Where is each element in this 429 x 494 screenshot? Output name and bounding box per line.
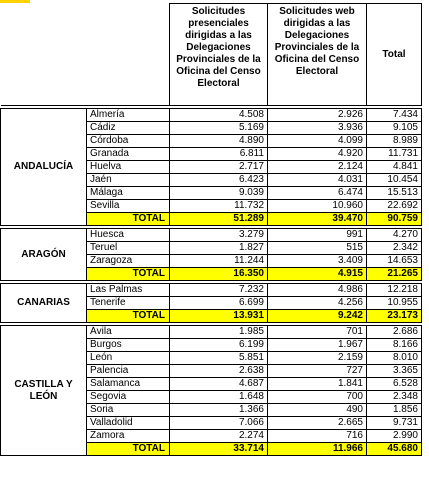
web-cell: 515 — [268, 242, 367, 255]
region-name: CASTILLA Y LEÓN — [1, 326, 87, 456]
web-cell: 1.841 — [268, 378, 367, 391]
total-web: 9.242 — [268, 310, 367, 323]
web-cell: 700 — [268, 391, 367, 404]
province-cell: León — [87, 352, 170, 365]
total-total: 45.680 — [367, 443, 422, 456]
web-cell: 4.099 — [268, 135, 367, 148]
region-name: ANDALUCÍA — [1, 109, 87, 226]
total-cell: 4.841 — [367, 161, 422, 174]
header-total: Total — [367, 4, 422, 106]
total-cell: 10.454 — [367, 174, 422, 187]
table-body — [1, 106, 422, 456]
web-cell: 727 — [268, 365, 367, 378]
header-presenciales: Solicitudes presenciales dirigidas a las Delegaciones Provinciales de la Oficina del Censo Electoral — [170, 4, 268, 106]
web-cell: 2.665 — [268, 417, 367, 430]
province-cell: Palencia — [87, 365, 170, 378]
presenciales-cell: 7.066 — [170, 417, 268, 430]
presenciales-cell: 6.423 — [170, 174, 268, 187]
total-cell: 8.166 — [367, 339, 422, 352]
web-cell: 4.256 — [268, 297, 367, 310]
total-web: 4.915 — [268, 268, 367, 281]
header-web: Solicitudes web dirigidas a las Delegaciones Provinciales de la Oficina del Censo Electoral — [268, 4, 367, 106]
table-header-row — [1, 4, 422, 106]
province-cell: Zamora — [87, 430, 170, 443]
presenciales-cell: 1.985 — [170, 326, 268, 339]
total-cell: 4.270 — [367, 229, 422, 242]
province-cell: Sevilla — [87, 200, 170, 213]
total-cell: 7.434 — [367, 109, 422, 122]
province-cell: Teruel — [87, 242, 170, 255]
total-web: 39.470 — [268, 213, 367, 226]
province-cell: Jaén — [87, 174, 170, 187]
web-cell: 2.926 — [268, 109, 367, 122]
province-cell: Ávila — [87, 326, 170, 339]
table-row — [1, 109, 422, 122]
province-cell: Granada — [87, 148, 170, 161]
total-cell: 1.856 — [367, 404, 422, 417]
presenciales-cell: 6.699 — [170, 297, 268, 310]
province-cell: Tenerife — [87, 297, 170, 310]
total-cell: 2.342 — [367, 242, 422, 255]
total-cell: 8.989 — [367, 135, 422, 148]
web-cell: 6.474 — [268, 187, 367, 200]
web-cell: 2.159 — [268, 352, 367, 365]
province-cell: Soria — [87, 404, 170, 417]
total-label: TOTAL — [87, 443, 170, 456]
presenciales-cell: 2.274 — [170, 430, 268, 443]
presenciales-cell: 2.717 — [170, 161, 268, 174]
table-row — [1, 284, 422, 297]
presenciales-cell: 2.638 — [170, 365, 268, 378]
province-cell: Almería — [87, 109, 170, 122]
total-presenciales: 13.931 — [170, 310, 268, 323]
region-name: ARAGÓN — [1, 229, 87, 281]
web-cell: 490 — [268, 404, 367, 417]
total-label: TOTAL — [87, 213, 170, 226]
total-cell: 11.731 — [367, 148, 422, 161]
web-cell: 4.031 — [268, 174, 367, 187]
province-cell: Huesca — [87, 229, 170, 242]
total-cell: 10.955 — [367, 297, 422, 310]
table-row — [1, 326, 422, 339]
province-cell: Zaragoza — [87, 255, 170, 268]
total-cell: 3.365 — [367, 365, 422, 378]
total-cell: 15.513 — [367, 187, 422, 200]
web-cell: 2.124 — [268, 161, 367, 174]
presenciales-cell: 9.039 — [170, 187, 268, 200]
presenciales-cell: 5.169 — [170, 122, 268, 135]
census-requests-table — [0, 3, 422, 456]
presenciales-cell: 7.232 — [170, 284, 268, 297]
total-presenciales: 33.714 — [170, 443, 268, 456]
province-cell: Córdoba — [87, 135, 170, 148]
total-label: TOTAL — [87, 268, 170, 281]
total-cell: 2.990 — [367, 430, 422, 443]
total-cell: 9.105 — [367, 122, 422, 135]
web-cell: 3.409 — [268, 255, 367, 268]
province-cell: Salamanca — [87, 378, 170, 391]
province-cell: Cádiz — [87, 122, 170, 135]
province-cell: Segovia — [87, 391, 170, 404]
province-cell: Huelva — [87, 161, 170, 174]
web-cell: 1.967 — [268, 339, 367, 352]
total-cell: 8.010 — [367, 352, 422, 365]
web-cell: 716 — [268, 430, 367, 443]
total-total: 90.759 — [367, 213, 422, 226]
region-name: CANARIAS — [1, 284, 87, 323]
total-label: TOTAL — [87, 310, 170, 323]
web-cell: 10.960 — [268, 200, 367, 213]
presenciales-cell: 1.827 — [170, 242, 268, 255]
web-cell: 4.986 — [268, 284, 367, 297]
total-total: 21.265 — [367, 268, 422, 281]
total-cell: 2.686 — [367, 326, 422, 339]
total-cell: 9.731 — [367, 417, 422, 430]
province-cell: Las Palmas — [87, 284, 170, 297]
presenciales-cell: 6.199 — [170, 339, 268, 352]
presenciales-cell: 11.244 — [170, 255, 268, 268]
province-cell: Burgos — [87, 339, 170, 352]
total-cell: 12.218 — [367, 284, 422, 297]
presenciales-cell: 4.687 — [170, 378, 268, 391]
presenciales-cell: 4.508 — [170, 109, 268, 122]
presenciales-cell: 1.366 — [170, 404, 268, 417]
presenciales-cell: 6.811 — [170, 148, 268, 161]
web-cell: 3.936 — [268, 122, 367, 135]
presenciales-cell: 4.890 — [170, 135, 268, 148]
province-cell: Málaga — [87, 187, 170, 200]
table-row — [1, 229, 422, 242]
presenciales-cell: 11.732 — [170, 200, 268, 213]
total-cell: 22.692 — [367, 200, 422, 213]
total-presenciales: 51.289 — [170, 213, 268, 226]
total-presenciales: 16.350 — [170, 268, 268, 281]
total-cell: 6.528 — [367, 378, 422, 391]
province-cell: Valladolid — [87, 417, 170, 430]
presenciales-cell: 1.648 — [170, 391, 268, 404]
total-web: 11.966 — [268, 443, 367, 456]
web-cell: 4.920 — [268, 148, 367, 161]
web-cell: 991 — [268, 229, 367, 242]
header-blank-cell — [1, 4, 170, 106]
presenciales-cell: 5.851 — [170, 352, 268, 365]
total-cell: 2.348 — [367, 391, 422, 404]
total-total: 23.173 — [367, 310, 422, 323]
web-cell: 701 — [268, 326, 367, 339]
presenciales-cell: 3.279 — [170, 229, 268, 242]
total-cell: 14.653 — [367, 255, 422, 268]
